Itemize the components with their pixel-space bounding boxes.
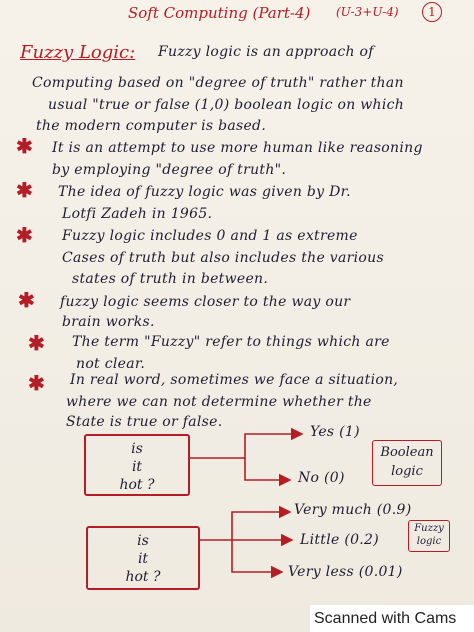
body-line-7: The idea of fuzzy logic was given by Dr. [58,184,351,200]
body-line-17: where we can not determine whether the [66,394,372,410]
body-line-6: by employing "degree of truth". [52,162,287,178]
bullet-asterisk-5: ✱ [28,331,45,355]
boolean-logic-label-box [372,440,442,486]
body-line-10: Cases of truth but also includes the various [62,250,384,266]
d2-box-line-3: hot ? [125,569,161,585]
fuzzy-logic-heading: Fuzzy Logic: [20,42,136,63]
body-line-9: Fuzzy logic includes 0 and 1 as extreme [62,228,358,244]
is-it-hot-box-fuzzy [86,526,200,590]
is-it-hot-box-boolean [84,434,190,496]
page-header-unit: (U-3+U-4) [336,5,399,19]
body-line-11: states of truth in between. [72,271,269,287]
body-line-4: the modern computer is based. [36,118,267,134]
fuzzy-label-line-1: Fuzzy [414,523,444,534]
d2-arrow-very-less [232,540,282,572]
no-output-label: No (0) [298,470,345,486]
boolean-label-line-1: Boolean [380,445,434,460]
bullet-asterisk-1: ✱ [16,134,33,158]
very-much-output-label: Very much (0.9) [294,502,412,518]
fuzzy-label-line-2: logic [416,536,442,547]
d2-arrow-very-much [232,512,290,540]
body-line-12: fuzzy logic seems closer to the way our [60,294,351,310]
body-line-3: usual "true or false (1,0) boolean logic on which [48,97,405,113]
body-line-13: brain works. [62,314,155,330]
body-line-18: State is true or false. [66,414,223,430]
body-line-15: not clear. [76,356,146,372]
boolean-label-line-2: logic [391,464,423,479]
very-less-output-label: Very less (0.01) [288,564,403,580]
scanner-watermark: Scanned with Cams [310,605,474,632]
body-line-8: Lotfi Zadeh in 1965. [62,206,213,222]
bullet-asterisk-6: ✱ [28,371,45,395]
yes-output-label: Yes (1) [310,424,360,440]
d1-no-arrow [245,458,290,480]
d2-box-line-2: it [137,551,149,567]
body-line-14: The term "Fuzzy" refer to things which are [72,334,390,350]
bullet-asterisk-3: ✱ [16,223,33,247]
d1-box-line-1: is [131,441,143,457]
page-number: 1 [422,2,442,22]
bullet-asterisk-4: ✱ [18,288,35,312]
little-output-label: Little (0.2) [300,532,380,548]
body-line-2: Computing based on "degree of truth" rather than [32,75,404,91]
body-line-16: In real word, sometimes we face a situation, [70,372,399,388]
d1-box-line-2: it [131,459,143,475]
body-line-5: It is an attempt to use more human like reasoning [52,140,423,156]
d1-yes-arrow [245,434,302,458]
page-header-title: Soft Computing (Part-4) [128,4,311,22]
d1-box-line-3: hot ? [119,477,155,493]
bullet-asterisk-2: ✱ [16,178,33,202]
body-line-1: Fuzzy logic is an approach of [158,44,374,60]
fuzzy-logic-label-box [408,520,450,552]
d2-box-line-1: is [137,533,149,549]
